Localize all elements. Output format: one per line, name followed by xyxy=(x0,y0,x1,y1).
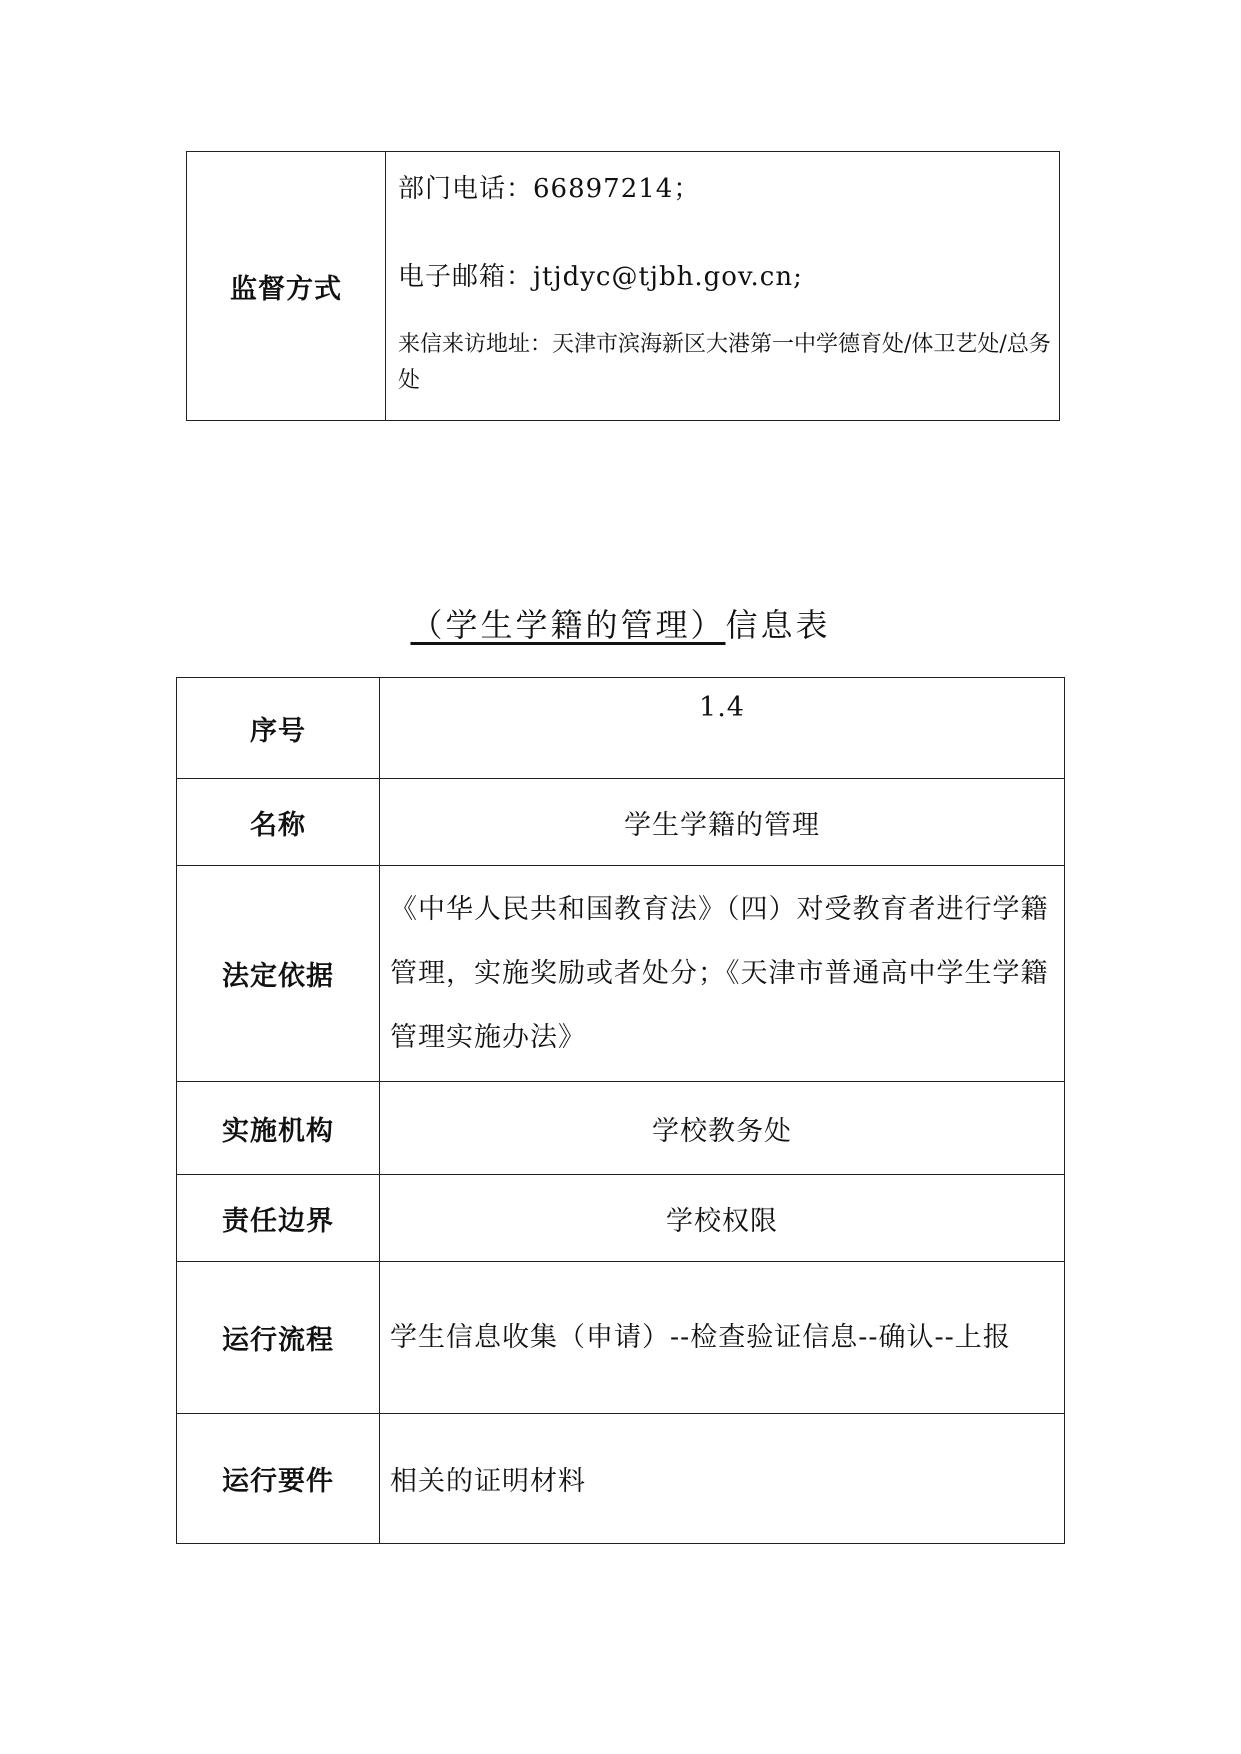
info-table xyxy=(176,677,1065,1544)
agency-value: 学校教务处 xyxy=(380,1082,1065,1175)
table-row-requirements xyxy=(177,1414,1065,1544)
requirements-label: 运行要件 xyxy=(177,1414,380,1544)
name-value: 学生学籍的管理 xyxy=(380,779,1065,866)
serial-value: 1.4 xyxy=(380,678,1065,779)
supervision-table xyxy=(186,151,1060,421)
table-row-agency xyxy=(177,1082,1065,1175)
serial-label: 序号 xyxy=(177,678,380,779)
boundary-value: 学校权限 xyxy=(380,1175,1065,1262)
table-row-boundary xyxy=(177,1175,1065,1262)
table-row-name xyxy=(177,779,1065,866)
table-row-serial xyxy=(177,678,1065,779)
agency-label: 实施机构 xyxy=(177,1082,380,1175)
legal-basis-label: 法定依据 xyxy=(177,866,380,1082)
email-address: 电子邮箱：jtjdyc@tjbh.gov.cn; xyxy=(398,262,803,292)
department-phone: 部门电话：66897214； xyxy=(398,174,701,204)
boundary-label: 责任边界 xyxy=(177,1175,380,1262)
title-underlined: （学生学籍的管理） xyxy=(410,606,726,644)
requirements-value: 相关的证明材料 xyxy=(380,1414,1065,1544)
supervision-content xyxy=(386,152,1060,421)
table-row-legal-basis xyxy=(177,866,1065,1082)
legal-basis-value: 《中华人民共和国教育法》（四）对受教育者进行学籍管理，实施奖励或者处分；《天津市普通高中学生学籍管理实施办法》 xyxy=(380,866,1065,1082)
title-suffix: 信息表 xyxy=(725,606,831,644)
name-label: 名称 xyxy=(177,779,380,866)
page-title xyxy=(0,600,1241,646)
process-label: 运行流程 xyxy=(177,1262,380,1414)
table-row-process xyxy=(177,1262,1065,1414)
supervision-row xyxy=(187,152,1060,421)
visit-address: 来信来访地址：天津市滨海新区大港第一中学德育处/体卫艺处/总务处 xyxy=(398,332,1051,393)
supervision-label: 监督方式 xyxy=(187,152,386,421)
process-value: 学生信息收集（申请）--检查验证信息--确认--上报 xyxy=(380,1262,1065,1414)
